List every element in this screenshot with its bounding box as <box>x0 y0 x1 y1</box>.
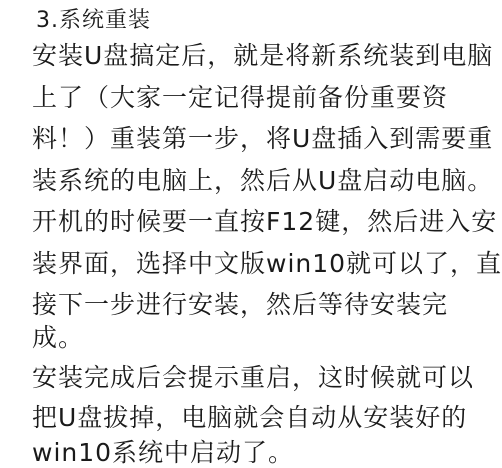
text-line-5: 开机的时候要一直按F12键，然后进入安 <box>32 207 498 236</box>
text-line-2: 上了（大家一定记得提前备份重要资 <box>32 83 449 112</box>
text-line-8: 成。 <box>32 323 85 352</box>
text-line-10: 把U盘拔掉，电脑就会自动从安装好的 <box>32 403 468 432</box>
text-line-9: 安装完成后会提示重启，这时候就可以 <box>32 363 475 392</box>
text-line-11: win10系统中启动了。 <box>32 438 295 467</box>
text-line-6: 装界面，选择中文版win10就可以了，直 <box>32 249 502 278</box>
section-heading: 3.系统重装 <box>36 8 151 33</box>
text-line-7: 接下一步进行安装，然后等待安装完 <box>32 290 449 319</box>
text-line-3: 料！）重装第一步，将U盘插入到需要重 <box>32 124 494 153</box>
text-line-1: 安装U盘搞定后，就是将新系统装到电脑 <box>32 41 494 70</box>
text-line-4: 装系统的电脑上，然后从U盘启动电脑。 <box>32 166 494 195</box>
